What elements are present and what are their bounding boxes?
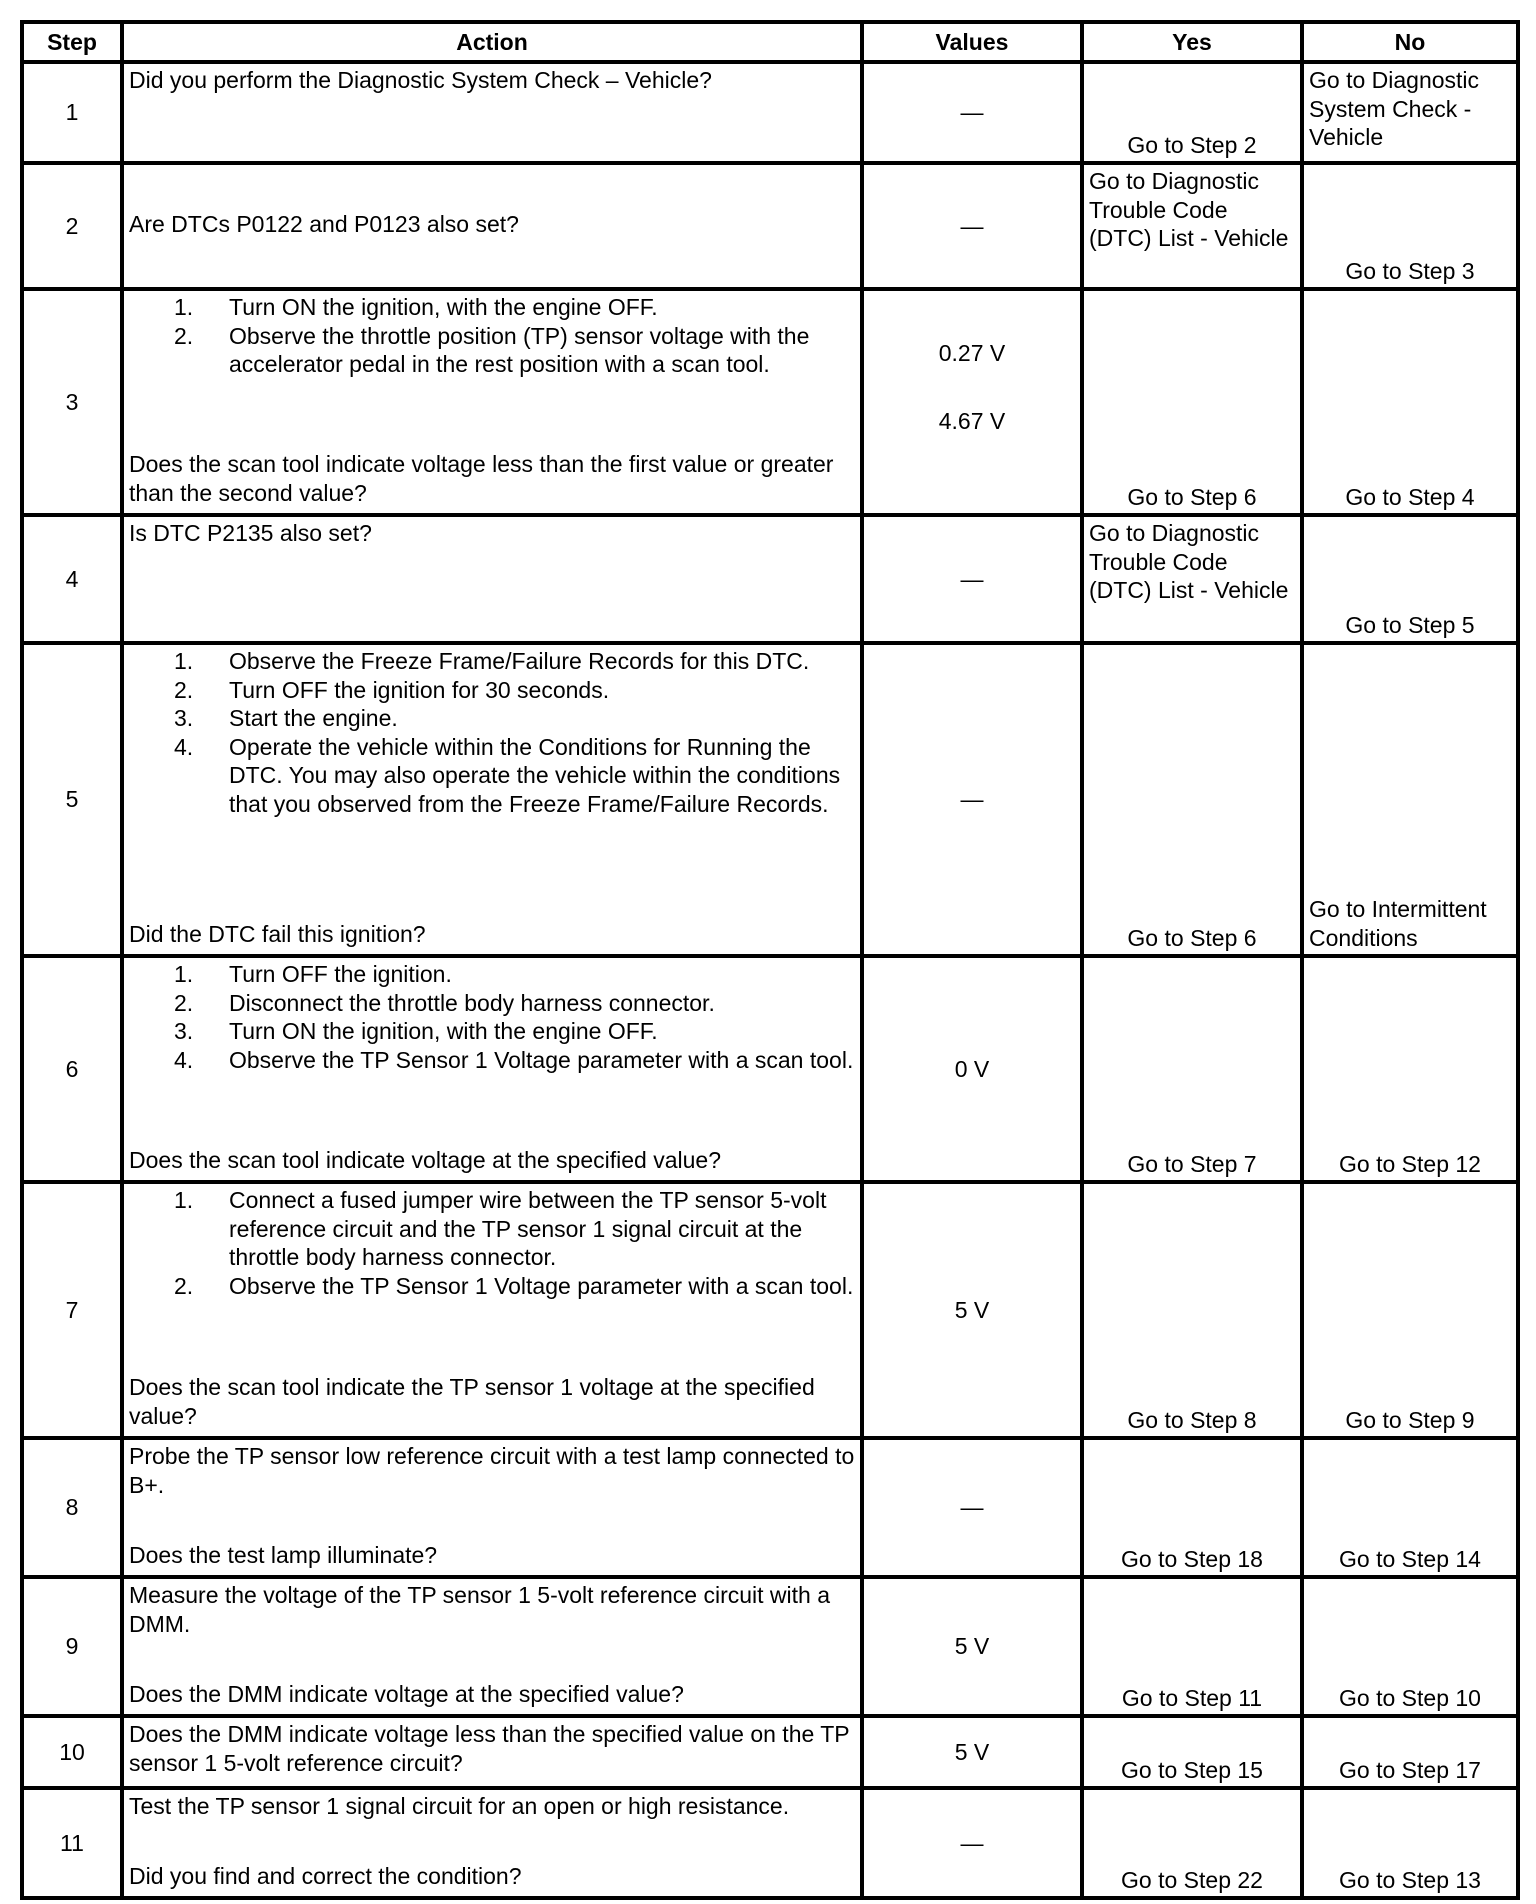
action-step-item (174, 293, 855, 322)
value-text: 0 V (954, 1055, 990, 1082)
table-row (22, 1788, 1518, 1898)
table-row (22, 515, 1518, 643)
action-question: Does the test lamp illuminate? (129, 1541, 438, 1568)
table-row (22, 1182, 1518, 1438)
action-step-item (174, 676, 855, 705)
action-step-text: Observe the TP Sensor 1 Voltage parameter with a scan tool. (229, 1272, 854, 1299)
action-step-number: 3. (174, 705, 194, 731)
value-text: — (960, 212, 984, 239)
no-cell: Go to Step 14 (1302, 1438, 1518, 1577)
action-step-text: Observe the Freeze Frame/Failure Records for this DTC. (229, 648, 810, 674)
action-step-number: 4. (174, 733, 194, 760)
table-row (22, 956, 1518, 1182)
action-cell (122, 515, 862, 643)
value-text: — (960, 786, 984, 813)
value-text: 5 V (954, 1738, 990, 1765)
step-cell: 7 (22, 1182, 122, 1438)
yes-cell: Go to Diagnostic Trouble Code (DTC) List - Vehicle (1082, 163, 1302, 289)
action-intro: Does the DMM indicate voltage less than the specified value on the TP sensor 1 5-volt reference circuit? (129, 1721, 850, 1776)
action-step-number: 2. (174, 676, 194, 703)
yes-cell: Go to Step 22 (1082, 1788, 1302, 1898)
header-no: No (1302, 22, 1518, 62)
action-question: Are DTCs P0122 and P0123 also set? (129, 210, 519, 237)
values-cell (862, 1788, 1082, 1898)
step-cell: 8 (22, 1438, 122, 1577)
yes-cell: Go to Step 6 (1082, 643, 1302, 956)
values-cell (862, 1716, 1082, 1788)
yes-cell: Go to Step 7 (1082, 956, 1302, 1182)
action-step-item (174, 1186, 855, 1272)
yes-cell: Go to Step 6 (1082, 289, 1302, 515)
action-step-list (129, 647, 855, 818)
no-cell: Go to Step 12 (1302, 956, 1518, 1182)
table-row (22, 289, 1518, 515)
table-row (22, 62, 1518, 163)
action-cell (122, 163, 862, 289)
no-cell: Go to Step 10 (1302, 1577, 1518, 1716)
header-yes: Yes (1082, 22, 1302, 62)
action-step-text: Turn ON the ignition, with the engine OFF. (229, 1018, 658, 1044)
action-question: Does the DMM indicate voltage at the specified value? (129, 1680, 684, 1707)
action-step-item (174, 647, 855, 676)
diagnostic-table (20, 20, 1520, 1900)
table-row (22, 1438, 1518, 1577)
action-intro: Did you perform the Diagnostic System Check – Vehicle? (129, 67, 712, 93)
action-intro: Test the TP sensor 1 signal circuit for an open or high resistance. (129, 1793, 790, 1819)
action-step-number: 1. (174, 648, 194, 674)
action-step-item (174, 704, 855, 733)
action-step-text: Turn ON the ignition, with the engine OFF. (229, 294, 658, 320)
step-cell: 3 (22, 289, 122, 515)
action-step-text: Operate the vehicle within the Conditions for Running the DTC. You may also operate the vehicle within the conditions that you observed from the Freeze Frame/Failure Records. (229, 733, 841, 817)
no-cell: Go to Intermittent Conditions (1302, 643, 1518, 956)
yes-cell: Go to Diagnostic Trouble Code (DTC) List - Vehicle (1082, 515, 1302, 643)
action-cell (122, 956, 862, 1182)
step-cell: 1 (22, 62, 122, 163)
yes-cell: Go to Step 18 (1082, 1438, 1302, 1577)
values-cell (862, 515, 1082, 643)
action-question: Did you find and correct the condition? (129, 1862, 522, 1889)
value-text: — (960, 1829, 984, 1856)
step-cell: 6 (22, 956, 122, 1182)
table-row (22, 163, 1518, 289)
no-cell: Go to Step 5 (1302, 515, 1518, 643)
action-step-item (174, 1017, 855, 1046)
action-step-text: Observe the throttle position (TP) sensor voltage with the accelerator pedal in the rest position with a scan tool. (229, 322, 810, 377)
action-step-number: 2. (174, 989, 194, 1016)
values-cell (862, 956, 1082, 1182)
values-cell (862, 643, 1082, 956)
yes-cell: Go to Step 11 (1082, 1577, 1302, 1716)
step-cell: 2 (22, 163, 122, 289)
step-cell: 9 (22, 1577, 122, 1716)
action-step-number: 2. (174, 322, 194, 349)
values-cell (862, 1438, 1082, 1577)
action-step-number: 1. (174, 1187, 194, 1213)
action-step-number: 4. (174, 1046, 194, 1073)
yes-cell: Go to Step 2 (1082, 62, 1302, 163)
no-cell: Go to Step 17 (1302, 1716, 1518, 1788)
action-step-text: Start the engine. (229, 705, 398, 731)
action-step-item (174, 1046, 855, 1075)
value-text: 5 V (954, 1633, 990, 1660)
action-intro: Measure the voltage of the TP sensor 1 5-volt reference circuit with a DMM. (129, 1582, 831, 1637)
action-cell (122, 1788, 862, 1898)
action-cell (122, 643, 862, 956)
value-text: — (960, 99, 984, 126)
values-cell (862, 1577, 1082, 1716)
value-text: — (960, 1494, 984, 1521)
action-cell (122, 289, 862, 515)
value-text: 5 V (954, 1296, 990, 1323)
value-text: 0.27 V (938, 339, 1006, 366)
action-step-number: 1. (174, 961, 194, 987)
action-question: Did the DTC fail this ignition? (129, 920, 426, 947)
values-cell (862, 62, 1082, 163)
header-action: Action (122, 22, 862, 62)
action-step-list (129, 293, 855, 379)
values-cell (862, 163, 1082, 289)
header-step: Step (22, 22, 122, 62)
action-intro: Probe the TP sensor low reference circuit with a test lamp connected to B+. (129, 1443, 855, 1498)
no-cell: Go to Diagnostic System Check - Vehicle (1302, 62, 1518, 163)
action-cell (122, 1182, 862, 1438)
step-cell: 4 (22, 515, 122, 643)
no-cell: Go to Step 4 (1302, 289, 1518, 515)
values-cell (862, 289, 1082, 515)
step-cell: 10 (22, 1716, 122, 1788)
yes-cell: Go to Step 15 (1082, 1716, 1302, 1788)
value-text: 4.67 V (938, 408, 1006, 434)
action-step-item (174, 733, 855, 819)
action-step-text: Turn OFF the ignition for 30 seconds. (229, 676, 610, 703)
value-text: — (960, 565, 984, 592)
action-cell (122, 1577, 862, 1716)
values-cell (862, 1182, 1082, 1438)
table-row (22, 1577, 1518, 1716)
table-row (22, 643, 1518, 956)
action-step-item (174, 1272, 855, 1301)
action-step-number: 1. (174, 294, 194, 320)
action-cell (122, 1716, 862, 1788)
action-question: Does the scan tool indicate voltage less than the first value or greater than the second value? (129, 451, 834, 506)
action-step-list (129, 1186, 855, 1300)
action-step-text: Turn OFF the ignition. (229, 961, 452, 987)
action-step-number: 2. (174, 1272, 194, 1299)
action-question: Does the scan tool indicate voltage at the specified value? (129, 1146, 721, 1173)
action-step-text: Connect a fused jumper wire between the TP sensor 5-volt reference circuit and the TP sensor 1 signal circuit at the throttle body harness connector. (229, 1187, 827, 1270)
table-header-row (22, 22, 1518, 62)
step-cell: 11 (22, 1788, 122, 1898)
no-cell: Go to Step 3 (1302, 163, 1518, 289)
action-intro: Is DTC P2135 also set? (129, 520, 372, 546)
step-cell: 5 (22, 643, 122, 956)
action-cell (122, 62, 862, 163)
action-step-number: 3. (174, 1018, 194, 1044)
header-values: Values (862, 22, 1082, 62)
action-step-item (174, 960, 855, 989)
action-step-text: Observe the TP Sensor 1 Voltage parameter with a scan tool. (229, 1046, 854, 1073)
action-question: Does the scan tool indicate the TP sensor 1 voltage at the specified value? (129, 1374, 815, 1429)
yes-cell: Go to Step 8 (1082, 1182, 1302, 1438)
action-step-item (174, 322, 855, 379)
no-cell: Go to Step 13 (1302, 1788, 1518, 1898)
table-row (22, 1716, 1518, 1788)
action-step-text: Disconnect the throttle body harness connector. (229, 989, 715, 1016)
no-cell: Go to Step 9 (1302, 1182, 1518, 1438)
action-cell (122, 1438, 862, 1577)
action-step-list (129, 960, 855, 1074)
action-step-item (174, 989, 855, 1018)
